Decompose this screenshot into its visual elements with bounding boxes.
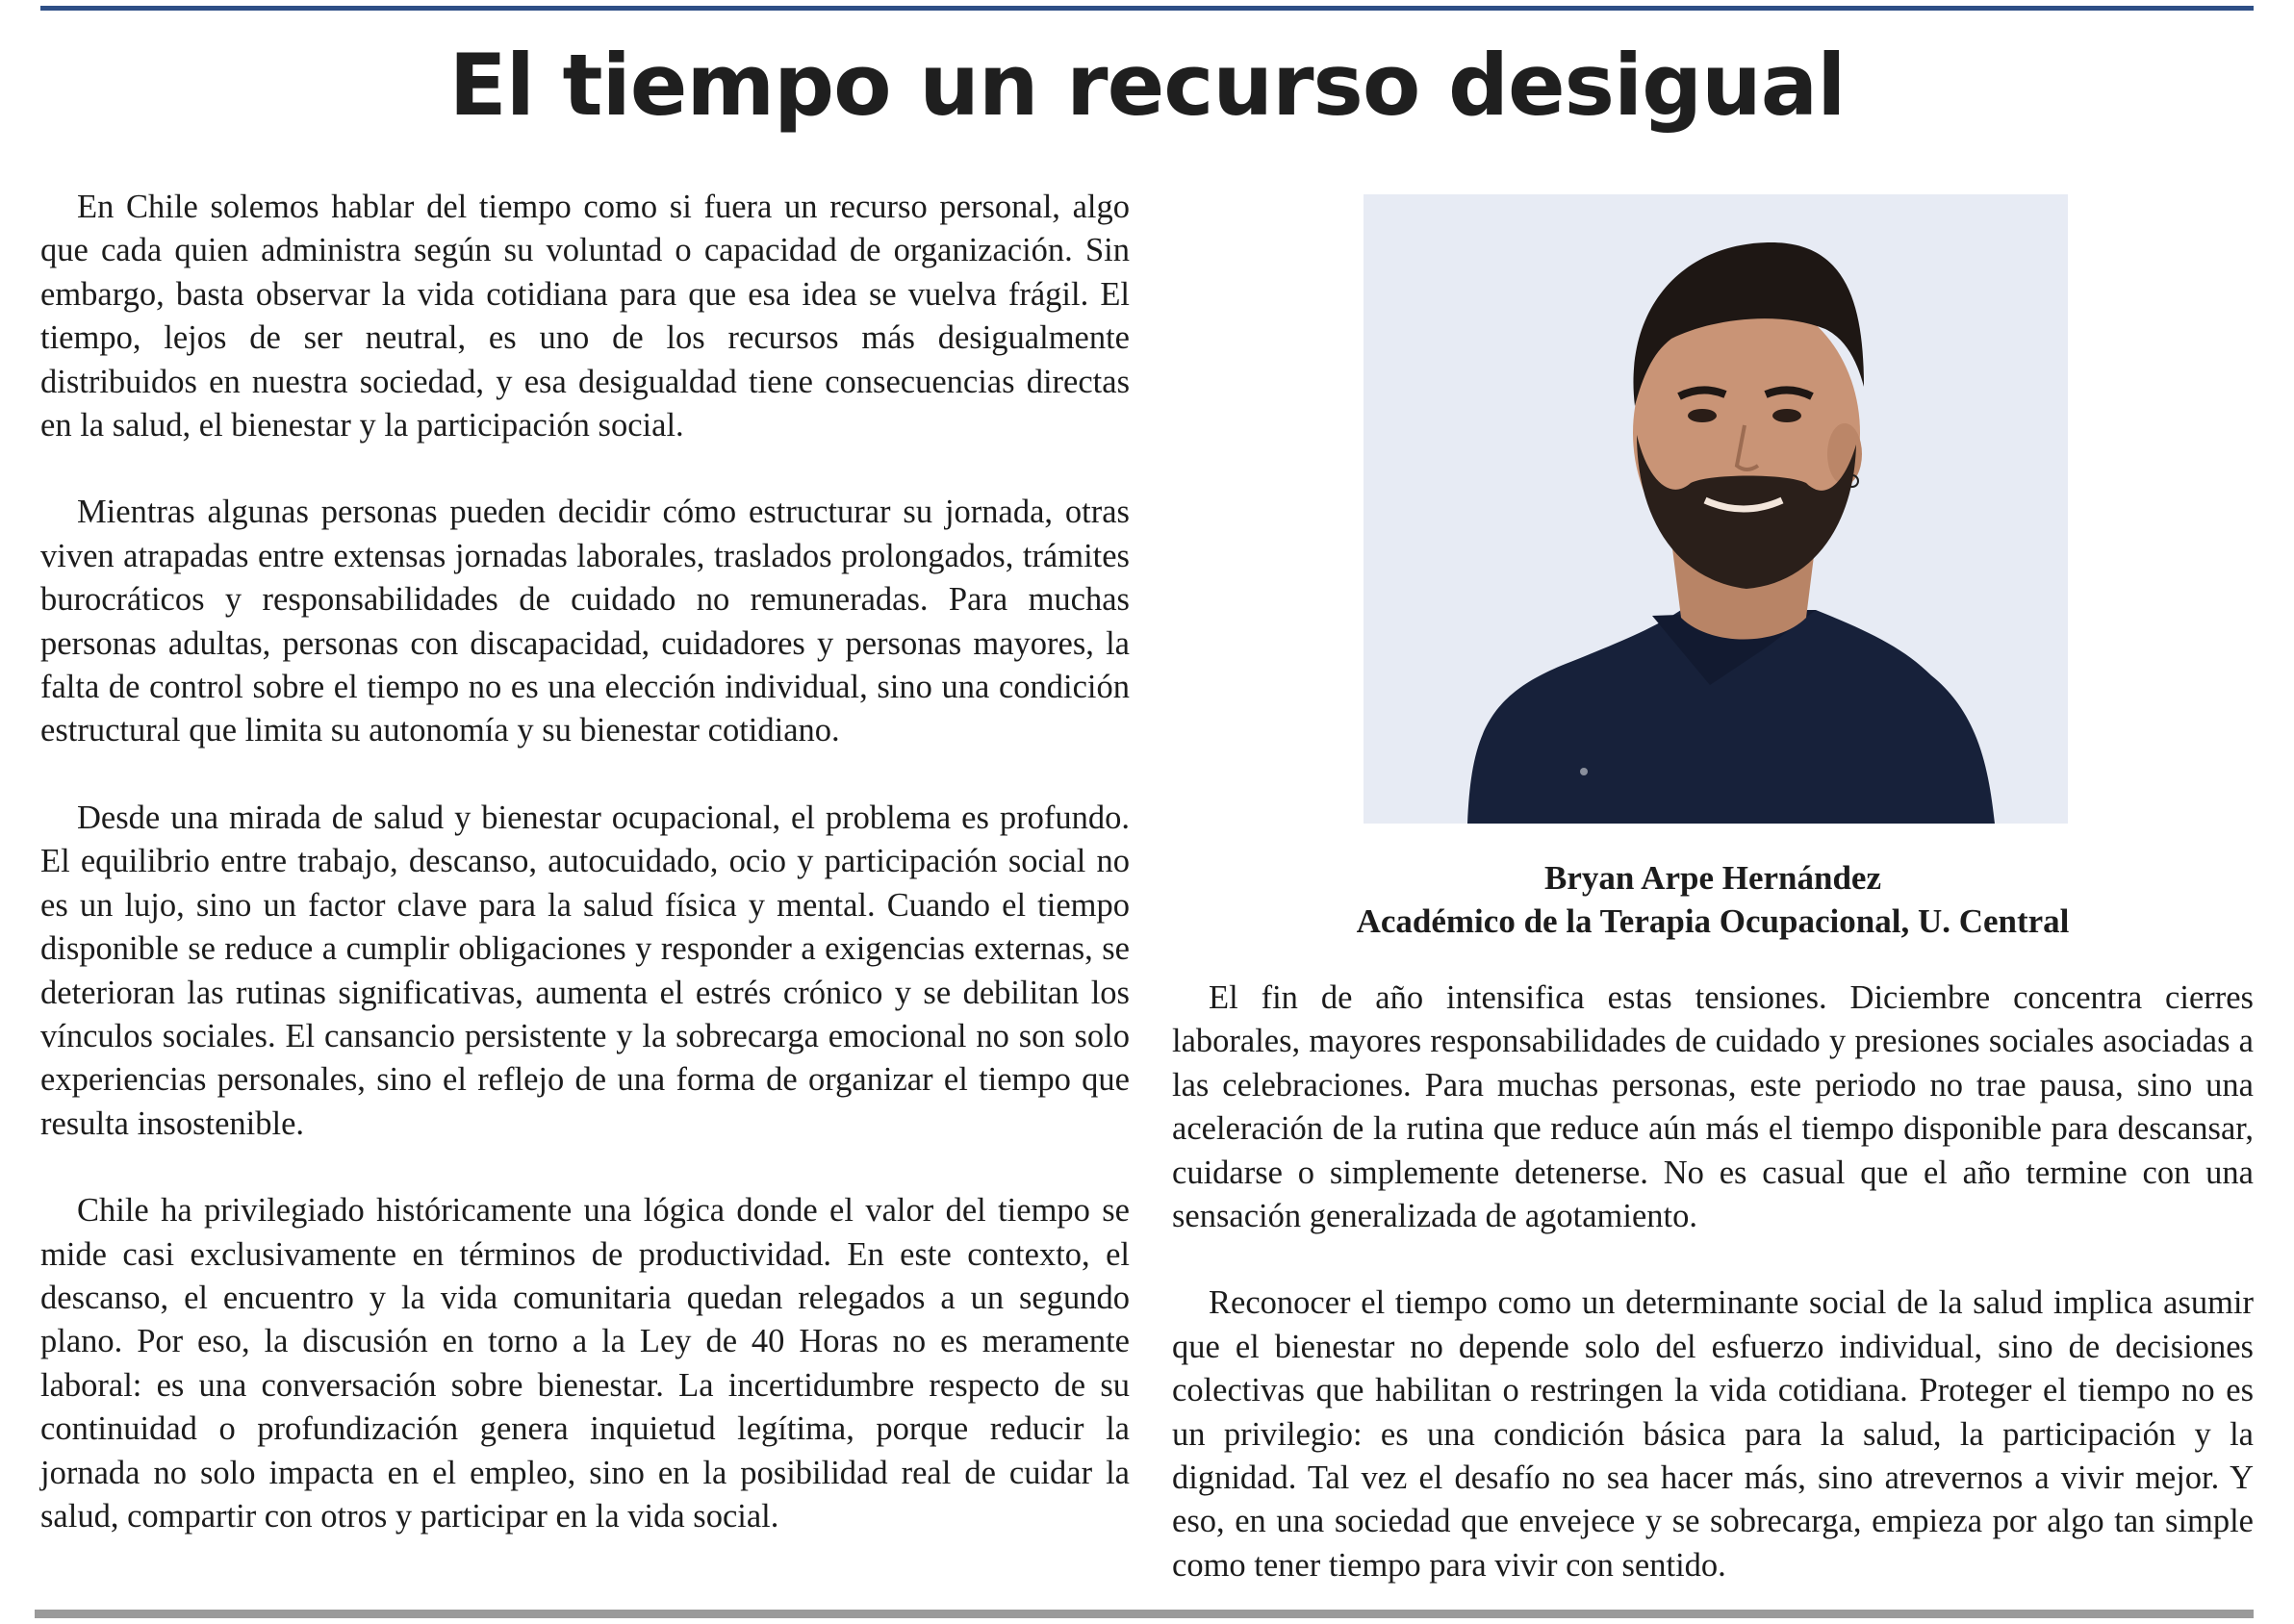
author-name: Bryan Arpe Hernández <box>1544 859 1881 897</box>
paragraph: Chile ha privilegiado históricamente una lógica donde el valor del tiempo se mide casi exclusivamente en términos de productividad. En este contexto, el descanso, el encuentro y la vida comunitaria quedan relegados a un segundo plano. Por eso, la discusión en torno a la Ley de 40 Horas no es meramente laboral: es una conversación sobre bienestar. La incertidumbre respecto de su continuidad o profundización genera inquietud legítima, porque reducir la jornada no solo impacta en el empleo, sino en la posibilidad real de cuidar la salud, compartir con otros y participar en la vida social. <box>40 1192 1130 1535</box>
left-column <box>40 186 1130 1538</box>
paragraph: Desde una mirada de salud y bienestar ocupacional, el problema es profundo. El equilibrio entre trabajo, descanso, autocuidado, ocio y participación social no es un lujo, sino un factor clave para la salud física y mental. Cuando el tiempo disponible se reduce a cumplir obligaciones y responder a exigencias externas, se deterioran las rutinas significativas, aumenta el estrés crónico y se debilitan los vínculos sociales. El cansancio persistente y la sobrecarga emocional no son solo experiencias personales, sino el reflejo de una forma de organizar el tiempo que resulta insostenible. <box>40 799 1130 1142</box>
right-eye <box>1772 409 1801 422</box>
paragraph: El fin de año intensifica estas tensiones. Diciembre concentra cierres laborales, mayores responsabilidades de cuidado y presiones sociales asociadas a las celebraciones. Para muchas personas, este periodo no trae pausa, sino una aceleración de la rutina que reduce aún más el tiempo disponible para descansar, cuidarse o simplemente detenerse. No es casual que el año termine con una sensación generalizada de agotamiento. <box>1172 979 2254 1235</box>
right-column <box>1172 977 2254 1587</box>
author-role: Académico de la Terapia Ocupacional, U. Central <box>1356 902 2070 940</box>
paragraph: En Chile solemos hablar del tiempo como si fuera un recurso personal, algo que cada quien administra según su voluntad o capacidad de organización. Sin embargo, basta observar la vida cotidiana para que esa idea se vuelva frágil. El tiempo, lejos de ser neutral, es uno de los recursos más desigualmente distribuidos en nuestra sociedad, y esa desigualdad tiene consecuencias directas en la salud, el bienestar y la participación social. <box>40 189 1130 444</box>
top-rule <box>40 6 2254 11</box>
shirt-button <box>1580 768 1588 775</box>
photo-caption <box>1172 856 2254 943</box>
bottom-rule <box>35 1610 2254 1618</box>
paragraph: Mientras algunas personas pueden decidir cómo estructurar su jornada, otras viven atrapadas entre extensas jornadas laborales, traslados prolongados, trámites burocráticos y responsabilidades de cuidado no remuneradas. Para muchas personas adultas, personas con discapacidad, cuidadores y personas mayores, la falta de control sobre el tiempo no es una elección individual, sino una condición estructural que limita su autonomía y su bienestar cotidiano. <box>40 494 1130 749</box>
author-portrait-illustration <box>1364 194 2068 824</box>
author-photo <box>1364 194 2068 824</box>
article-title: El tiempo un recurso desigual <box>448 36 1846 135</box>
paragraph: Reconocer el tiempo como un determinante social de la salud implica asumir que el bienestar no depende solo del esfuerzo individual, sino de decisiones colectivas que habilitan o restringen la vida cotidiana. Proteger el tiempo no es un privilegio: es una condición básica para la salud, la participación y la dignidad. Tal vez el desafío no sea hacer más, sino atrevernos a vivir mejor. Y eso, en una sociedad que envejece y se sobrecarga, empieza por algo tan simple como tener tiempo para vivir con sentido. <box>1172 1284 2254 1584</box>
left-eye <box>1688 409 1717 422</box>
